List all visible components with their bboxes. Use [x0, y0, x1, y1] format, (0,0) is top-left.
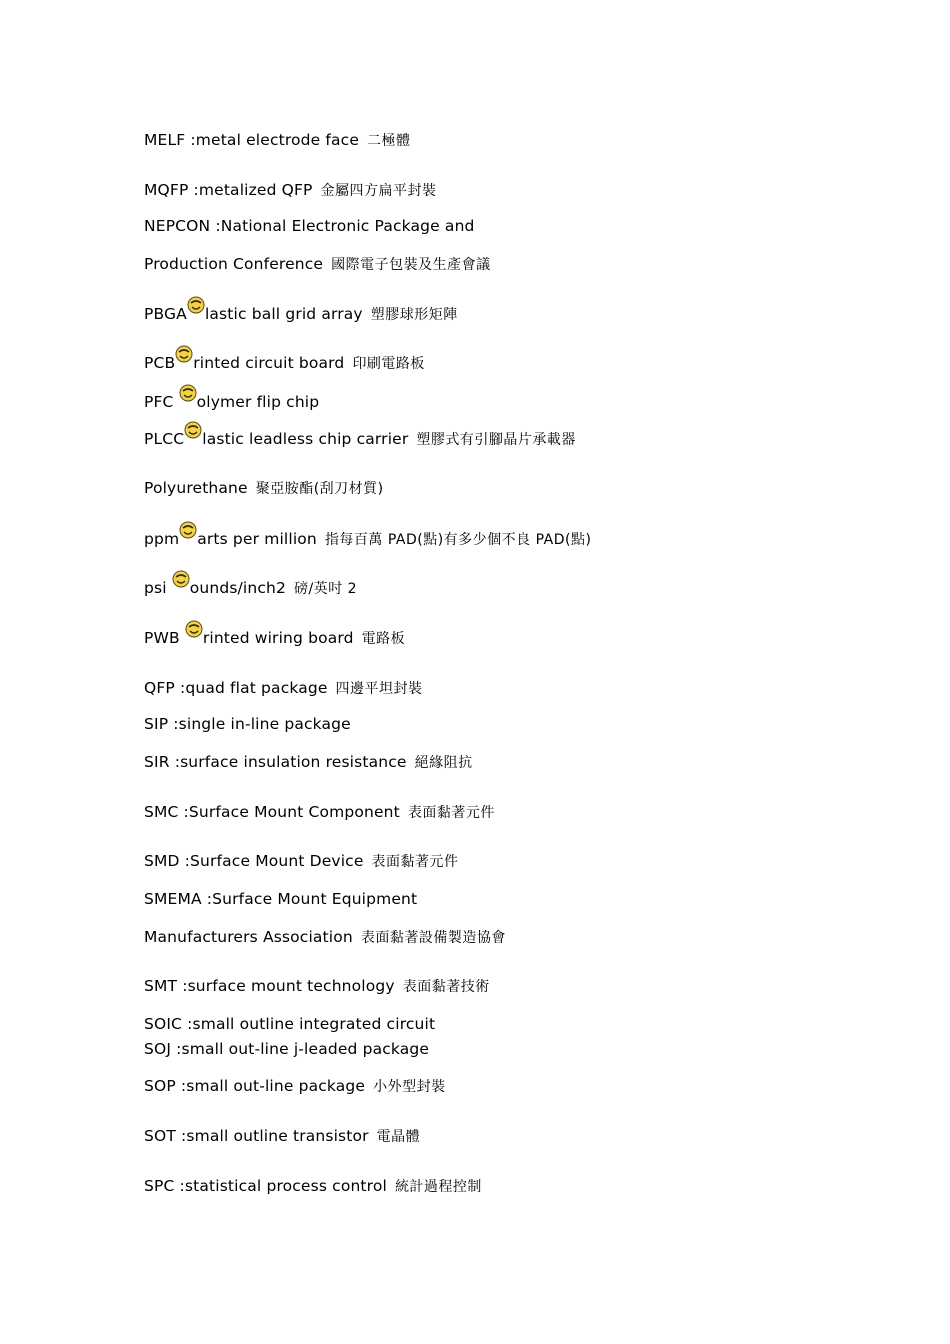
- entry-term: Production Conference: [144, 255, 324, 273]
- entry-term-rest: ounds/inch2: [189, 579, 287, 597]
- entry-soj: [144, 1037, 429, 1061]
- entry-pbga: [144, 302, 458, 326]
- entry-plcc: [144, 427, 576, 451]
- entry-term: SMD :Surface Mount Device: [144, 852, 364, 870]
- entry-ppm: [144, 527, 591, 551]
- entry-term-rest: rinted circuit board: [193, 354, 345, 372]
- entry-translation: 統計過程控制: [394, 1179, 482, 1195]
- entry-translation: 塑膠式有引腳晶片承載器: [416, 432, 576, 448]
- entry-term-rest: arts per million: [197, 530, 317, 548]
- entry-sot: [144, 1124, 420, 1148]
- entry-translation: 小外型封裝: [373, 1079, 446, 1095]
- entry-translation: 電路板: [361, 631, 406, 647]
- entry-mqfp: [144, 178, 437, 202]
- entry-polyurethane: [144, 476, 384, 500]
- entry-term: MELF :metal electrode face: [144, 131, 360, 149]
- smiley-emoticon-icon: [187, 304, 203, 320]
- entry-term: PFC: [144, 393, 179, 411]
- smiley-emoticon-icon: [175, 353, 191, 369]
- smiley-emoticon-icon: [172, 578, 188, 594]
- smiley-emoticon-icon: [179, 392, 195, 408]
- entry-term: PBGA: [144, 305, 187, 323]
- entry-term: PCB: [144, 354, 176, 372]
- entry-term: SPC :statistical process control: [144, 1177, 387, 1195]
- entry-translation: 磅/英吋 2: [294, 581, 358, 597]
- entry-translation: 表面黏著技術: [402, 979, 490, 995]
- entry-smt: [144, 974, 490, 998]
- entry-term: SOJ :small out-line j-leaded package: [144, 1040, 430, 1058]
- entry-pcb: [144, 351, 425, 375]
- entry-term: SIR :surface insulation resistance: [144, 753, 407, 771]
- smiley-emoticon-icon: [184, 429, 200, 445]
- entry-term: MQFP :metalized QFP: [144, 181, 313, 199]
- entry-translation: 表面黏著元件: [371, 854, 459, 870]
- entry-sip: [144, 712, 351, 736]
- entry-translation: 國際電子包裝及生產會議: [331, 257, 491, 273]
- entry-term-rest: lastic leadless chip carrier: [202, 430, 409, 448]
- entry-translation: 塑膠球形矩陣: [370, 307, 458, 323]
- entry-term: SMC :Surface Mount Component: [144, 803, 400, 821]
- entry-term-rest: lastic ball grid array: [204, 305, 363, 323]
- smiley-emoticon-icon: [179, 529, 195, 545]
- entry-term-rest: rinted wiring board: [202, 629, 354, 647]
- entry-translation: 表面黏著元件: [407, 805, 495, 821]
- entry-pwb: [144, 626, 405, 650]
- entry-smc: [144, 800, 495, 824]
- entry-sop: [144, 1074, 446, 1098]
- entry-term: SMT :surface mount technology: [144, 977, 395, 995]
- entry-translation: 四邊平坦封裝: [335, 681, 423, 697]
- entry-term: QFP :quad flat package: [144, 679, 328, 697]
- entry-term: SIP :single in-line package: [144, 715, 351, 733]
- entry-translation: 二極體: [367, 133, 411, 149]
- entry-term-rest: olymer flip chip: [196, 393, 320, 411]
- entry-sir: [144, 750, 473, 774]
- entry-term: PLCC: [144, 430, 185, 448]
- smiley-emoticon-icon: [185, 628, 201, 644]
- entry-translation: 金屬四方扁平封裝: [320, 183, 437, 199]
- entry-pfc: [144, 390, 319, 414]
- entry-term: Polyurethane: [144, 479, 248, 497]
- entry-translation: 聚亞胺酯(刮刀材質): [255, 481, 384, 497]
- entry-term: SOP :small out-line package: [144, 1077, 366, 1095]
- entry-soic: [144, 1012, 435, 1036]
- entry-melf: [144, 128, 411, 152]
- entry-smd: [144, 849, 459, 873]
- entry-term: ppm: [144, 530, 180, 548]
- entry-term: NEPCON :National Electronic Package and: [144, 217, 475, 235]
- entry-term: SMEMA :Surface Mount Equipment: [144, 890, 418, 908]
- entry-term: Manufacturers Association: [144, 928, 353, 946]
- entry-nepcon: [144, 214, 475, 238]
- entry-term: psi: [144, 579, 172, 597]
- entry-term: SOT :small outline transistor: [144, 1127, 369, 1145]
- entry-smema-cont: [144, 925, 506, 949]
- entry-term: SOIC :small outline integrated circuit: [144, 1015, 436, 1033]
- entry-translation: 絕緣阻抗: [414, 755, 473, 771]
- entry-qfp: [144, 676, 423, 700]
- entry-translation: 電晶體: [376, 1129, 421, 1145]
- entry-term: PWB: [144, 629, 185, 647]
- entry-nepcon-cont: [144, 252, 491, 276]
- entry-spc: [144, 1174, 482, 1198]
- entry-smema: [144, 887, 417, 911]
- entry-psi: [144, 576, 357, 600]
- entry-translation: 指每百萬 PAD(點)有多少個不良 PAD(點): [324, 532, 592, 548]
- entry-translation: 印刷電路板: [352, 356, 425, 372]
- entry-translation: 表面黏著設備製造協會: [360, 930, 506, 946]
